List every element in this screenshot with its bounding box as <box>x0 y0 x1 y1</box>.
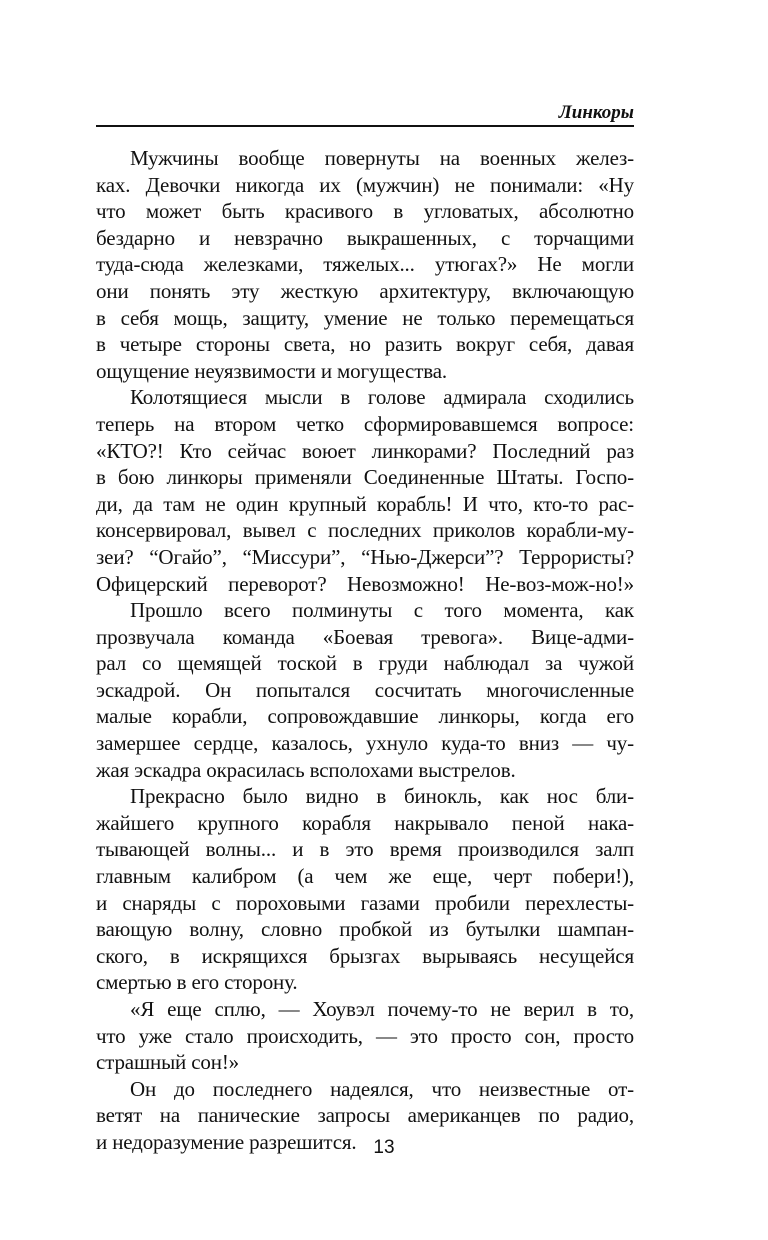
text-line: Прошло всего полминуты с того момента, как <box>130 598 634 623</box>
text-line: прозвучала команда «Боевая тревога». Вице-адми- <box>96 624 634 649</box>
page-number: 13 <box>373 1137 395 1158</box>
text-line: и недоразумение разрешится. <box>96 1129 357 1154</box>
text-line: туда-сюда железками, тяжелых... утюгах?» Не могли <box>96 252 634 277</box>
text-line: что уже стало происходить, — это просто сон, просто <box>96 1023 634 1048</box>
text-line: Колотящиеся мысли в голове адмирала сходились <box>130 385 634 410</box>
text-line: консервировал, вывел с последних приколов корабли-му- <box>96 518 634 543</box>
text-line: страшный сон!» <box>96 1050 240 1075</box>
text-line: Мужчины вообще повернуты на военных желез- <box>130 146 634 170</box>
text-line: жая эскадра окрасилась всполохами выстрелов. <box>96 757 516 782</box>
text-line: эскадрой. Он попытался сосчитать многочисленные <box>96 677 634 702</box>
text-line: Прекрасно было видно в бинокль, как нос бли- <box>130 784 634 809</box>
text-line: что может быть красивого в угловатых, абсолютно <box>96 199 634 224</box>
text-line: «КТО?! Кто сейчас воюет линкорами? Последний раз <box>96 438 634 463</box>
text-line: Офицерский переворот? Невозможно! Не-воз-мож-но!» <box>96 571 634 596</box>
text-line: «Я еще сплю, — Хоувэл почему-то не верил в то, <box>130 997 634 1021</box>
text-line: бездарно и невзрачно выкрашенных, с торчащими <box>96 225 634 250</box>
text-line: в бою линкоры применяли Соединенные Штаты. Госпо- <box>96 465 634 490</box>
text-line: зеи? “Огайо”, “Миссури”, “Нью-Джерси”? Террористы? <box>96 544 634 569</box>
text-line: ветят на панические запросы американцев по радио, <box>96 1103 634 1128</box>
text-line: вающую волну, словно пробкой из бутылки шампан- <box>96 917 634 942</box>
text-line: в четыре стороны света, но разить вокруг себя, давая <box>96 332 634 357</box>
text-line: и снаряды с пороховыми газами пробили перехлесты- <box>96 890 634 915</box>
text-line: замершее сердце, казалось, ухнуло куда-то вниз — чу- <box>96 731 634 756</box>
text-line: тывающей волны... и в это время производился залп <box>96 837 634 862</box>
running-head-title: Линкоры <box>96 103 634 127</box>
page-body-text <box>96 145 634 1156</box>
text-line: ках. Девочки никогда их (мужчин) не понимали: «Ну <box>96 172 634 197</box>
text-line: малые корабли, сопровождавшие линкоры, когда его <box>96 704 634 729</box>
text-line: Он до последнего надеялся, что неизвестные от- <box>130 1076 634 1101</box>
text-line: теперь на втором четко сформировавшемся вопросе: <box>96 411 634 436</box>
text-line: смертью в его сторону. <box>96 970 298 995</box>
text-line: ди, да там не один крупный корабль! И что, кто-то рас- <box>96 491 634 516</box>
text-line: они понять эту жесткую архитектуру, включающую <box>96 278 634 303</box>
text-line: в себя мощь, защиту, умение не только перемещаться <box>96 305 634 330</box>
text-line: главным калибром (а чем же еще, черт побери!), <box>96 864 634 889</box>
text-line: ского, в искрящихся брызгах вырываясь несущейся <box>96 943 634 968</box>
text-line: рал со щемящей тоской в груди наблюдал за чужой <box>96 651 634 676</box>
text-line: жайшего крупного корабля накрывало пеной нака- <box>96 810 634 835</box>
text-line: ощущение неуязвимости и могущества. <box>96 358 447 383</box>
